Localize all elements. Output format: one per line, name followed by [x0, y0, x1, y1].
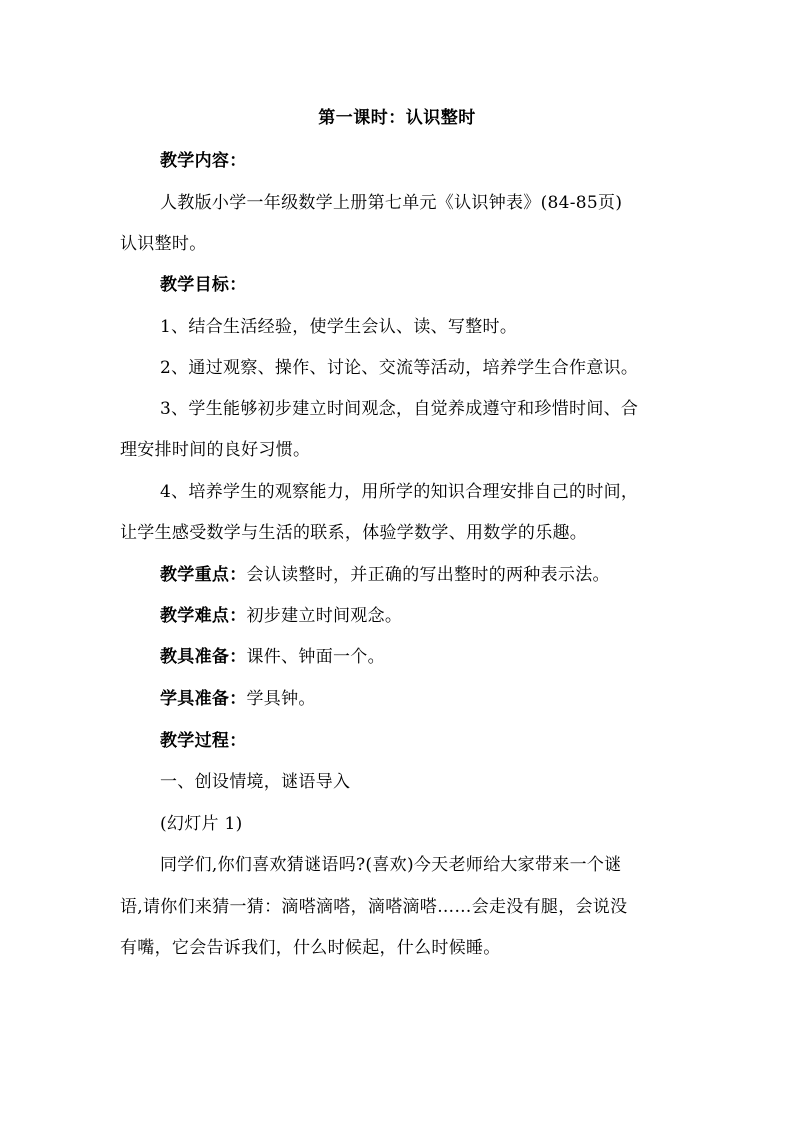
key-point: [160, 561, 610, 589]
paragraph-line-2: 语,请你们来猜一猜：滴嗒滴嗒，滴嗒滴嗒……会走没有腿，会说没: [120, 897, 628, 917]
goal-item-3-line-1: 3、学生能够初步建立时间观念，自觉养成遵守和珍惜时间、合: [160, 399, 639, 419]
lesson-title: 第一课时：认识整时: [318, 108, 476, 128]
difficulty-text: 初步建立时间观念。: [246, 606, 403, 626]
teaching-tools-text: 课件、钟面一个。: [246, 647, 385, 667]
student-tools-text: 学具钟。: [246, 689, 316, 709]
content-heading: 教学内容：: [160, 151, 247, 171]
process-heading: 教学过程：: [160, 731, 247, 751]
difficulty-point: [160, 602, 402, 630]
goal-item-2: 2、通过观察、操作、讨论、交流等活动，培养学生合作意识。: [160, 358, 639, 378]
difficulty-label: 教学难点：: [160, 606, 247, 626]
content-text-line-2: 认识整时。: [120, 234, 207, 254]
goal-item-4-line-2: 让学生感受数学与生活的联系，体验学数学、用数学的乐趣。: [120, 523, 588, 543]
key-point-text: 会认读整时，并正确的写出整时的两种表示法。: [246, 565, 610, 585]
student-tools: [160, 685, 316, 713]
goal-item-4-line-1: 4、培养学生的观察能力，用所学的知识合理安排自己的时间，: [160, 482, 639, 502]
key-point-label: 教学重点：: [160, 565, 247, 585]
slide-note: (幻灯片 1): [160, 814, 243, 834]
paragraph-line-3: 有嘴，它会告诉我们，什么时候起，什么时候睡。: [120, 938, 501, 958]
teaching-tools: [160, 643, 385, 671]
student-tools-label: 学具准备：: [160, 689, 247, 709]
goal-item-3-line-2: 理安排时间的良好习惯。: [120, 440, 311, 460]
step-1-heading: 一、创设情境，谜语导入: [160, 772, 351, 792]
teaching-tools-label: 教具准备：: [160, 647, 247, 667]
paragraph-line-1: 同学们,你们喜欢猜谜语吗?(喜欢)今天老师给大家带来一个谜: [160, 855, 622, 875]
content-text-line-1: 人教版小学一年级数学上册第七单元《认识钟表》(84-85页): [160, 193, 623, 213]
goals-heading: 教学目标：: [160, 275, 247, 295]
goal-item-1: 1、结合生活经验，使学生会认、读、写整时。: [160, 317, 518, 337]
